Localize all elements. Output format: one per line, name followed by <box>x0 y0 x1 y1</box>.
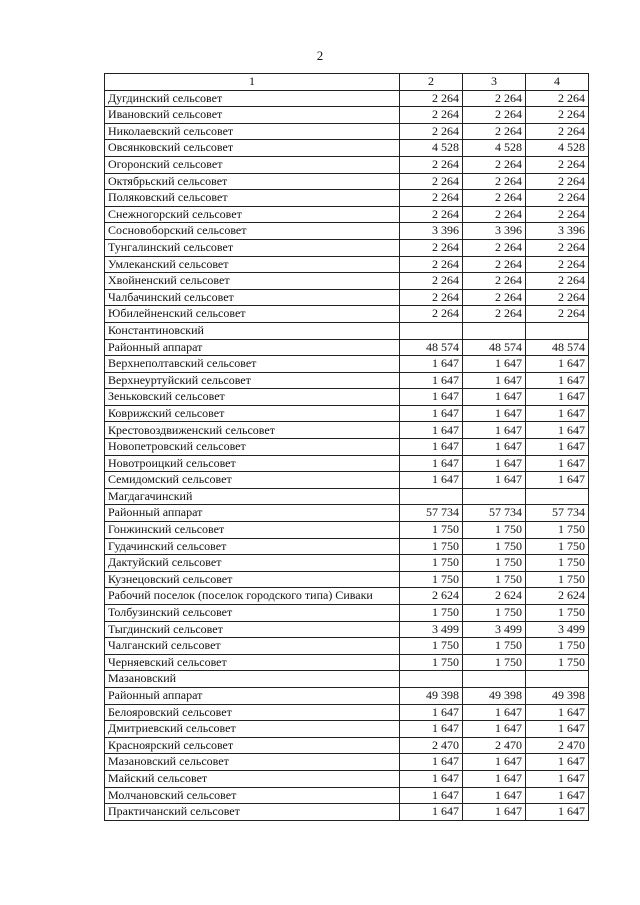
value-cell-col3: 1 750 <box>463 638 526 655</box>
value-cell-col3: 1 647 <box>463 770 526 787</box>
row-name-cell: Зеньковский сельсовет <box>105 389 400 406</box>
value-cell-col2: 1 750 <box>400 605 463 622</box>
value-cell-col2: 1 647 <box>400 356 463 373</box>
row-name-cell: Юбилейненский сельсовет <box>105 306 400 323</box>
value-cell-col2 <box>400 488 463 505</box>
row-name-cell: Поляковский сельсовет <box>105 190 400 207</box>
budget-table <box>104 73 589 821</box>
value-cell-col2: 2 264 <box>400 273 463 290</box>
table-row <box>105 239 589 256</box>
table-row <box>105 754 589 771</box>
value-cell-col3: 1 750 <box>463 555 526 572</box>
table-body <box>105 90 589 820</box>
value-cell-col2: 1 750 <box>400 538 463 555</box>
value-cell-col3: 1 647 <box>463 439 526 456</box>
value-cell-col2: 2 264 <box>400 306 463 323</box>
value-cell-col2: 2 264 <box>400 107 463 124</box>
value-cell-col4: 2 264 <box>526 239 589 256</box>
column-header-4: 4 <box>526 74 589 91</box>
value-cell-col3 <box>463 322 526 339</box>
value-cell-col2: 1 647 <box>400 405 463 422</box>
value-cell-col3: 1 647 <box>463 356 526 373</box>
row-name-cell: Новотроицкий сельсовет <box>105 455 400 472</box>
value-cell-col3 <box>463 671 526 688</box>
row-name-cell: Мазановский <box>105 671 400 688</box>
value-cell-col4: 2 264 <box>526 273 589 290</box>
row-name-cell: Умлеканский сельсовет <box>105 256 400 273</box>
table-row <box>105 339 589 356</box>
table-row <box>105 206 589 223</box>
value-cell-col4: 1 647 <box>526 787 589 804</box>
table-row <box>105 605 589 622</box>
row-name-cell: Толбузинский сельсовет <box>105 605 400 622</box>
column-header-2: 2 <box>400 74 463 91</box>
row-name-cell: Семидомский сельсовет <box>105 472 400 489</box>
value-cell-col2: 2 264 <box>400 256 463 273</box>
value-cell-col3: 2 264 <box>463 306 526 323</box>
row-name-cell: Чалбачинский сельсовет <box>105 289 400 306</box>
value-cell-col3: 2 264 <box>463 90 526 107</box>
value-cell-col3: 1 647 <box>463 455 526 472</box>
value-cell-col3: 1 647 <box>463 472 526 489</box>
row-name-cell: Тыгдинский сельсовет <box>105 621 400 638</box>
table-row <box>105 721 589 738</box>
value-cell-col2: 1 750 <box>400 654 463 671</box>
value-cell-col3: 2 264 <box>463 190 526 207</box>
column-header-1: 1 <box>105 74 400 91</box>
value-cell-col4: 1 647 <box>526 372 589 389</box>
table-row <box>105 522 589 539</box>
row-name-cell: Верхнеуртуйский сельсовет <box>105 372 400 389</box>
value-cell-col3: 1 647 <box>463 754 526 771</box>
value-cell-col2: 1 647 <box>400 439 463 456</box>
table-header-row <box>105 74 589 91</box>
value-cell-col3: 1 750 <box>463 605 526 622</box>
table-row <box>105 472 589 489</box>
value-cell-col4: 1 750 <box>526 654 589 671</box>
row-name-cell: Дугдинский сельсовет <box>105 90 400 107</box>
table-row <box>105 687 589 704</box>
value-cell-col4: 1 647 <box>526 770 589 787</box>
value-cell-col2: 1 750 <box>400 555 463 572</box>
table-row <box>105 638 589 655</box>
row-name-cell: Майский сельсовет <box>105 770 400 787</box>
value-cell-col2 <box>400 671 463 688</box>
value-cell-col3: 2 624 <box>463 588 526 605</box>
value-cell-col4: 1 647 <box>526 422 589 439</box>
row-name-cell: Коврижский сельсовет <box>105 405 400 422</box>
table-row <box>105 156 589 173</box>
value-cell-col2: 2 264 <box>400 289 463 306</box>
value-cell-col2: 3 396 <box>400 223 463 240</box>
row-name-cell: Мазановский сельсовет <box>105 754 400 771</box>
row-name-cell: Черняевский сельсовет <box>105 654 400 671</box>
value-cell-col2: 1 647 <box>400 422 463 439</box>
table-row <box>105 422 589 439</box>
value-cell-col2 <box>400 322 463 339</box>
table-row <box>105 107 589 124</box>
value-cell-col4: 2 264 <box>526 306 589 323</box>
value-cell-col2: 1 647 <box>400 455 463 472</box>
table-row <box>105 90 589 107</box>
value-cell-col4: 2 264 <box>526 256 589 273</box>
value-cell-col3: 2 264 <box>463 107 526 124</box>
value-cell-col2: 1 647 <box>400 721 463 738</box>
table-row <box>105 223 589 240</box>
value-cell-col3: 1 647 <box>463 389 526 406</box>
row-name-cell: Ивановский сельсовет <box>105 107 400 124</box>
table-row <box>105 737 589 754</box>
value-cell-col4: 1 750 <box>526 555 589 572</box>
value-cell-col2: 48 574 <box>400 339 463 356</box>
value-cell-col3: 2 264 <box>463 256 526 273</box>
page-number: 2 <box>316 48 324 63</box>
value-cell-col2: 2 264 <box>400 123 463 140</box>
value-cell-col4: 2 264 <box>526 123 589 140</box>
table-row <box>105 488 589 505</box>
row-name-cell: Новопетровский сельсовет <box>105 439 400 456</box>
row-name-cell: Белояровский сельсовет <box>105 704 400 721</box>
value-cell-col4: 2 264 <box>526 107 589 124</box>
value-cell-col4: 2 624 <box>526 588 589 605</box>
row-name-cell: Дмитриевский сельсовет <box>105 721 400 738</box>
value-cell-col3: 1 647 <box>463 804 526 821</box>
table-row <box>105 555 589 572</box>
value-cell-col4 <box>526 671 589 688</box>
value-cell-col4: 49 398 <box>526 687 589 704</box>
table-row <box>105 273 589 290</box>
table-row <box>105 289 589 306</box>
value-cell-col4: 2 264 <box>526 289 589 306</box>
row-name-cell: Кузнецовский сельсовет <box>105 571 400 588</box>
value-cell-col4: 2 470 <box>526 737 589 754</box>
row-name-cell: Снежногорский сельсовет <box>105 206 400 223</box>
table-row <box>105 256 589 273</box>
value-cell-col2: 3 499 <box>400 621 463 638</box>
value-cell-col3: 48 574 <box>463 339 526 356</box>
row-name-cell: Огоронский сельсовет <box>105 156 400 173</box>
value-cell-col4 <box>526 488 589 505</box>
table-row <box>105 654 589 671</box>
value-cell-col4: 1 647 <box>526 721 589 738</box>
value-cell-col4: 1 647 <box>526 389 589 406</box>
row-name-cell: Верхнеполтавский сельсовет <box>105 356 400 373</box>
value-cell-col4: 1 647 <box>526 405 589 422</box>
row-name-cell: Овсянковский сельсовет <box>105 140 400 157</box>
table-row <box>105 804 589 821</box>
value-cell-col3: 1 750 <box>463 571 526 588</box>
row-name-cell: Дактуйский сельсовет <box>105 555 400 572</box>
value-cell-col3: 49 398 <box>463 687 526 704</box>
table-row <box>105 787 589 804</box>
value-cell-col4: 1 647 <box>526 455 589 472</box>
value-cell-col2: 49 398 <box>400 687 463 704</box>
value-cell-col4: 48 574 <box>526 339 589 356</box>
value-cell-col4: 2 264 <box>526 206 589 223</box>
value-cell-col3: 57 734 <box>463 505 526 522</box>
value-cell-col2: 2 264 <box>400 239 463 256</box>
table-row <box>105 123 589 140</box>
row-name-cell: Рабочий поселок (поселок городского типа) Сиваки <box>105 588 400 605</box>
value-cell-col2: 2 264 <box>400 173 463 190</box>
row-name-cell: Сосновоборский сельсовет <box>105 223 400 240</box>
column-header-3: 3 <box>463 74 526 91</box>
value-cell-col4: 57 734 <box>526 505 589 522</box>
table-row <box>105 588 589 605</box>
table-row <box>105 306 589 323</box>
value-cell-col4: 2 264 <box>526 156 589 173</box>
table-row <box>105 571 589 588</box>
value-cell-col2: 2 624 <box>400 588 463 605</box>
value-cell-col4: 2 264 <box>526 173 589 190</box>
table-row <box>105 190 589 207</box>
table-row <box>105 704 589 721</box>
value-cell-col2: 2 264 <box>400 206 463 223</box>
value-cell-col4: 2 264 <box>526 190 589 207</box>
value-cell-col4: 3 499 <box>526 621 589 638</box>
value-cell-col2: 1 750 <box>400 522 463 539</box>
value-cell-col2: 2 264 <box>400 90 463 107</box>
value-cell-col3: 3 499 <box>463 621 526 638</box>
value-cell-col2: 2 264 <box>400 156 463 173</box>
value-cell-col4 <box>526 322 589 339</box>
value-cell-col3: 1 647 <box>463 704 526 721</box>
value-cell-col3: 3 396 <box>463 223 526 240</box>
row-name-cell: Николаевский сельсовет <box>105 123 400 140</box>
value-cell-col3: 2 264 <box>463 273 526 290</box>
row-name-cell: Районный аппарат <box>105 339 400 356</box>
value-cell-col3: 1 750 <box>463 522 526 539</box>
value-cell-col2: 1 647 <box>400 389 463 406</box>
value-cell-col4: 1 647 <box>526 804 589 821</box>
value-cell-col3: 1 647 <box>463 405 526 422</box>
value-cell-col3: 2 264 <box>463 289 526 306</box>
value-cell-col2: 57 734 <box>400 505 463 522</box>
row-name-cell: Хвойненский сельсовет <box>105 273 400 290</box>
table-row <box>105 770 589 787</box>
value-cell-col3: 2 264 <box>463 206 526 223</box>
table-row <box>105 322 589 339</box>
value-cell-col3: 4 528 <box>463 140 526 157</box>
table-row <box>105 455 589 472</box>
table-row <box>105 140 589 157</box>
value-cell-col4: 1 647 <box>526 754 589 771</box>
table-row <box>105 671 589 688</box>
table-row <box>105 621 589 638</box>
value-cell-col3: 2 264 <box>463 123 526 140</box>
value-cell-col4: 2 264 <box>526 90 589 107</box>
value-cell-col2: 1 647 <box>400 372 463 389</box>
value-cell-col4: 4 528 <box>526 140 589 157</box>
value-cell-col4: 1 647 <box>526 704 589 721</box>
row-name-cell: Практичанский сельсовет <box>105 804 400 821</box>
value-cell-col2: 1 647 <box>400 704 463 721</box>
table-row <box>105 356 589 373</box>
row-name-cell: Районный аппарат <box>105 687 400 704</box>
row-name-cell: Константиновский <box>105 322 400 339</box>
table-row <box>105 505 589 522</box>
value-cell-col2: 1 647 <box>400 754 463 771</box>
value-cell-col4: 1 750 <box>526 538 589 555</box>
value-cell-col4: 1 647 <box>526 439 589 456</box>
value-cell-col2: 2 470 <box>400 737 463 754</box>
value-cell-col3: 2 264 <box>463 239 526 256</box>
row-name-cell: Районный аппарат <box>105 505 400 522</box>
value-cell-col2: 4 528 <box>400 140 463 157</box>
row-name-cell: Гудачинский сельсовет <box>105 538 400 555</box>
value-cell-col3: 1 750 <box>463 654 526 671</box>
row-name-cell: Красноярский сельсовет <box>105 737 400 754</box>
value-cell-col3: 1 750 <box>463 538 526 555</box>
value-cell-col4: 1 647 <box>526 472 589 489</box>
value-cell-col2: 2 264 <box>400 190 463 207</box>
value-cell-col2: 1 750 <box>400 638 463 655</box>
row-name-cell: Гонжинский сельсовет <box>105 522 400 539</box>
value-cell-col4: 1 647 <box>526 356 589 373</box>
value-cell-col3: 1 647 <box>463 721 526 738</box>
row-name-cell: Тунгалинский сельсовет <box>105 239 400 256</box>
value-cell-col3: 2 470 <box>463 737 526 754</box>
value-cell-col2: 1 647 <box>400 804 463 821</box>
value-cell-col4: 1 750 <box>526 571 589 588</box>
table-row <box>105 173 589 190</box>
row-name-cell: Молчановский сельсовет <box>105 787 400 804</box>
value-cell-col4: 1 750 <box>526 638 589 655</box>
value-cell-col4: 3 396 <box>526 223 589 240</box>
value-cell-col3: 1 647 <box>463 422 526 439</box>
table-row <box>105 389 589 406</box>
row-name-cell: Октябрьский сельсовет <box>105 173 400 190</box>
value-cell-col4: 1 750 <box>526 605 589 622</box>
value-cell-col2: 1 647 <box>400 472 463 489</box>
table-row <box>105 439 589 456</box>
table-row <box>105 405 589 422</box>
row-name-cell: Крестовоздвиженский сельсовет <box>105 422 400 439</box>
value-cell-col2: 1 647 <box>400 787 463 804</box>
value-cell-col3: 2 264 <box>463 173 526 190</box>
row-name-cell: Магдагачинский <box>105 488 400 505</box>
value-cell-col2: 1 647 <box>400 770 463 787</box>
value-cell-col3: 2 264 <box>463 156 526 173</box>
value-cell-col2: 1 750 <box>400 571 463 588</box>
value-cell-col3 <box>463 488 526 505</box>
table-row <box>105 538 589 555</box>
value-cell-col3: 1 647 <box>463 372 526 389</box>
value-cell-col3: 1 647 <box>463 787 526 804</box>
table-row <box>105 372 589 389</box>
row-name-cell: Чалганский сельсовет <box>105 638 400 655</box>
value-cell-col4: 1 750 <box>526 522 589 539</box>
